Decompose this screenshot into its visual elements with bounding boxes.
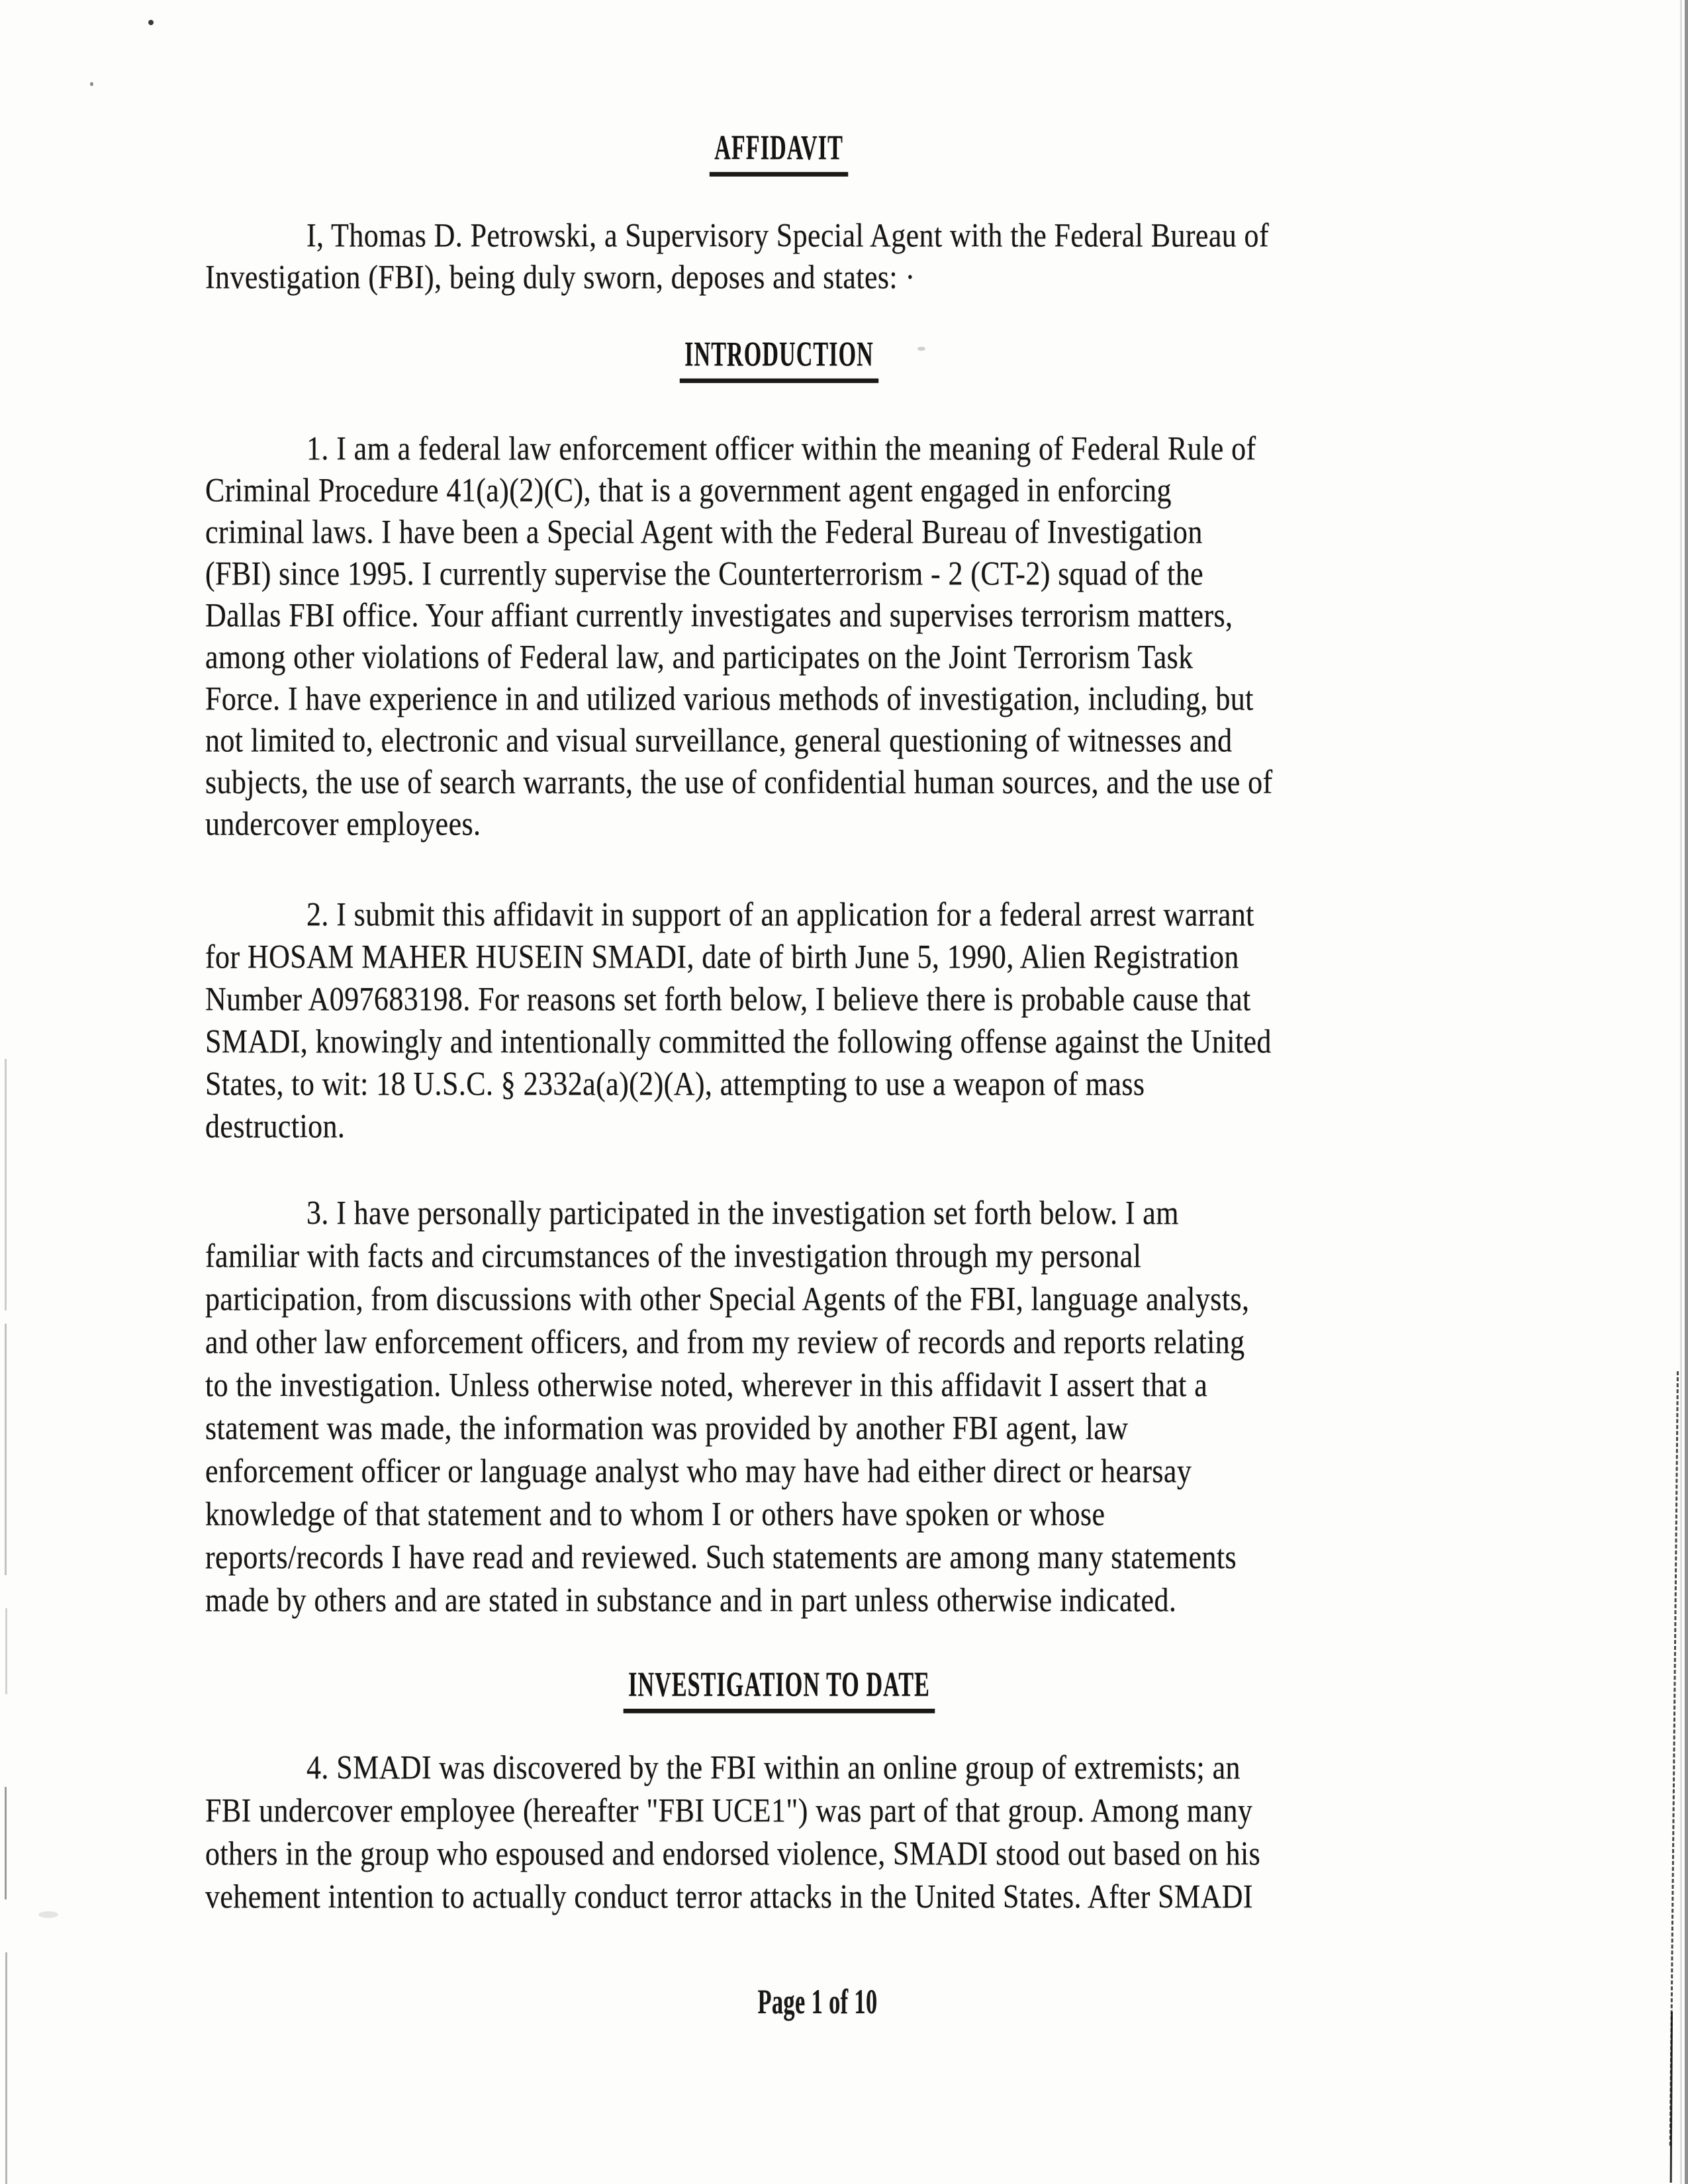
scan-streak-left-5 xyxy=(5,1952,7,2184)
text-line: 4. SMADI was discovered by the FBI within an online group of extremists; an xyxy=(306,1749,1241,1786)
text-line: Investigation (FBI), being duly sworn, deposes and states: · xyxy=(205,258,915,296)
text-line: others in the group who espoused and endorsed violence, SMADI stood out based on his xyxy=(205,1835,1261,1872)
text-line: States, to wit: 18 U.S.C. § 2332a(a)(2)(A), attempting to use a weapon of mass xyxy=(205,1065,1145,1103)
text-line: Force. I have experience in and utilized various methods of investigation, including, but xyxy=(205,680,1254,717)
scan-smudge-heading xyxy=(917,347,925,351)
page-number-footer xyxy=(0,1981,1635,2021)
text-line: for HOSAM MAHER HUSEIN SMADI, date of birth June 5, 1990, Alien Registration xyxy=(205,938,1239,976)
text-line: made by others and are stated in substance and in part unless otherwise indicated. xyxy=(205,1581,1177,1619)
scan-streak-solid-right-bottom xyxy=(1670,2012,1673,2183)
text-line: Criminal Procedure 41(a)(2)(C), that is a government agent engaged in enforcing xyxy=(205,471,1172,509)
text-line: Number A097683198. For reasons set forth below, I believe there is probable cause that xyxy=(205,980,1251,1018)
text-line: (FBI) since 1995. I currently supervise the Counterterrorism - 2 (CT-2) squad of the xyxy=(205,555,1204,592)
section-heading-introduction-text: INTRODUCTION xyxy=(680,334,878,383)
text-line: not limited to, electronic and visual surveillance, general questioning of witnesses and xyxy=(205,721,1233,759)
text-line: and other law enforcement officers, and from my review of records and reports relating xyxy=(205,1323,1245,1361)
text-line: undercover employees. xyxy=(205,805,481,842)
text-line: criminal laws. I have been a Special Agent with the Federal Bureau of Investigation xyxy=(205,513,1203,551)
document-title-text: AFFIDAVIT xyxy=(710,127,849,177)
scan-speck-top-2 xyxy=(90,82,93,86)
section-heading-investigation-to-date xyxy=(0,1664,1558,1707)
text-line: reports/records I have read and reviewed. Such statements are among many statements xyxy=(205,1538,1237,1576)
page-number-text: Page 1 of 10 xyxy=(757,1982,878,2021)
document-title xyxy=(0,127,1558,170)
text-line: to the investigation. Unless otherwise noted, wherever in this affidavit I assert that a xyxy=(205,1366,1208,1404)
text-line: 1. I am a federal law enforcement officer within the meaning of Federal Rule of xyxy=(306,430,1256,467)
text-line: FBI undercover employee (hereafter "FBI UCE1") was part of that group. Among many xyxy=(205,1792,1253,1829)
text-line: vehement intention to actually conduct terror attacks in the United States. After SMADI xyxy=(205,1878,1253,1915)
text-line: 3. I have personally participated in the investigation set forth below. I am xyxy=(306,1194,1179,1232)
text-line: SMADI, knowingly and intentionally committed the following offense against the United xyxy=(205,1023,1272,1060)
text-line: among other violations of Federal law, and participates on the Joint Terrorism Task xyxy=(205,638,1194,676)
text-line: 2. I submit this affidavit in support of an application for a federal arrest warrant xyxy=(306,895,1254,933)
text-line: Dallas FBI office. Your affiant currently investigates and supervises terrorism matters, xyxy=(205,596,1233,634)
scan-streak-left-3 xyxy=(5,1608,7,1694)
text-line: subjects, the use of search warrants, the use of confidential human sources, and the use of xyxy=(205,763,1273,801)
section-heading-introduction xyxy=(0,334,1558,377)
scan-streak-left-1 xyxy=(5,1059,7,1310)
scan-streak-left-4 xyxy=(5,1787,7,1899)
scan-streak-left-2 xyxy=(5,1324,7,1575)
text-line: statement was made, the information was provided by another FBI agent, law xyxy=(205,1409,1129,1447)
scan-edge-right xyxy=(1685,0,1688,2184)
section-heading-investigation-to-date-text: INVESTIGATION TO DATE xyxy=(624,1664,935,1713)
text-line: participation, from discussions with other Special Agents of the FBI, language analysts, xyxy=(205,1280,1250,1318)
scan-edge-shadow-right xyxy=(1680,0,1682,2184)
text-line: enforcement officer or language analyst who may have had either direct or hearsay xyxy=(205,1452,1192,1490)
text-line: destruction. xyxy=(205,1107,346,1145)
text-line: knowledge of that statement and to whom I or others have spoken or whose xyxy=(205,1495,1105,1533)
text-line: I, Thomas D. Petrowski, a Supervisory Special Agent with the Federal Bureau of xyxy=(306,216,1270,254)
scan-speck-top xyxy=(148,20,154,25)
scan-smudge-left xyxy=(38,1911,58,1918)
text-line: familiar with facts and circumstances of the investigation through my personal xyxy=(205,1237,1142,1275)
